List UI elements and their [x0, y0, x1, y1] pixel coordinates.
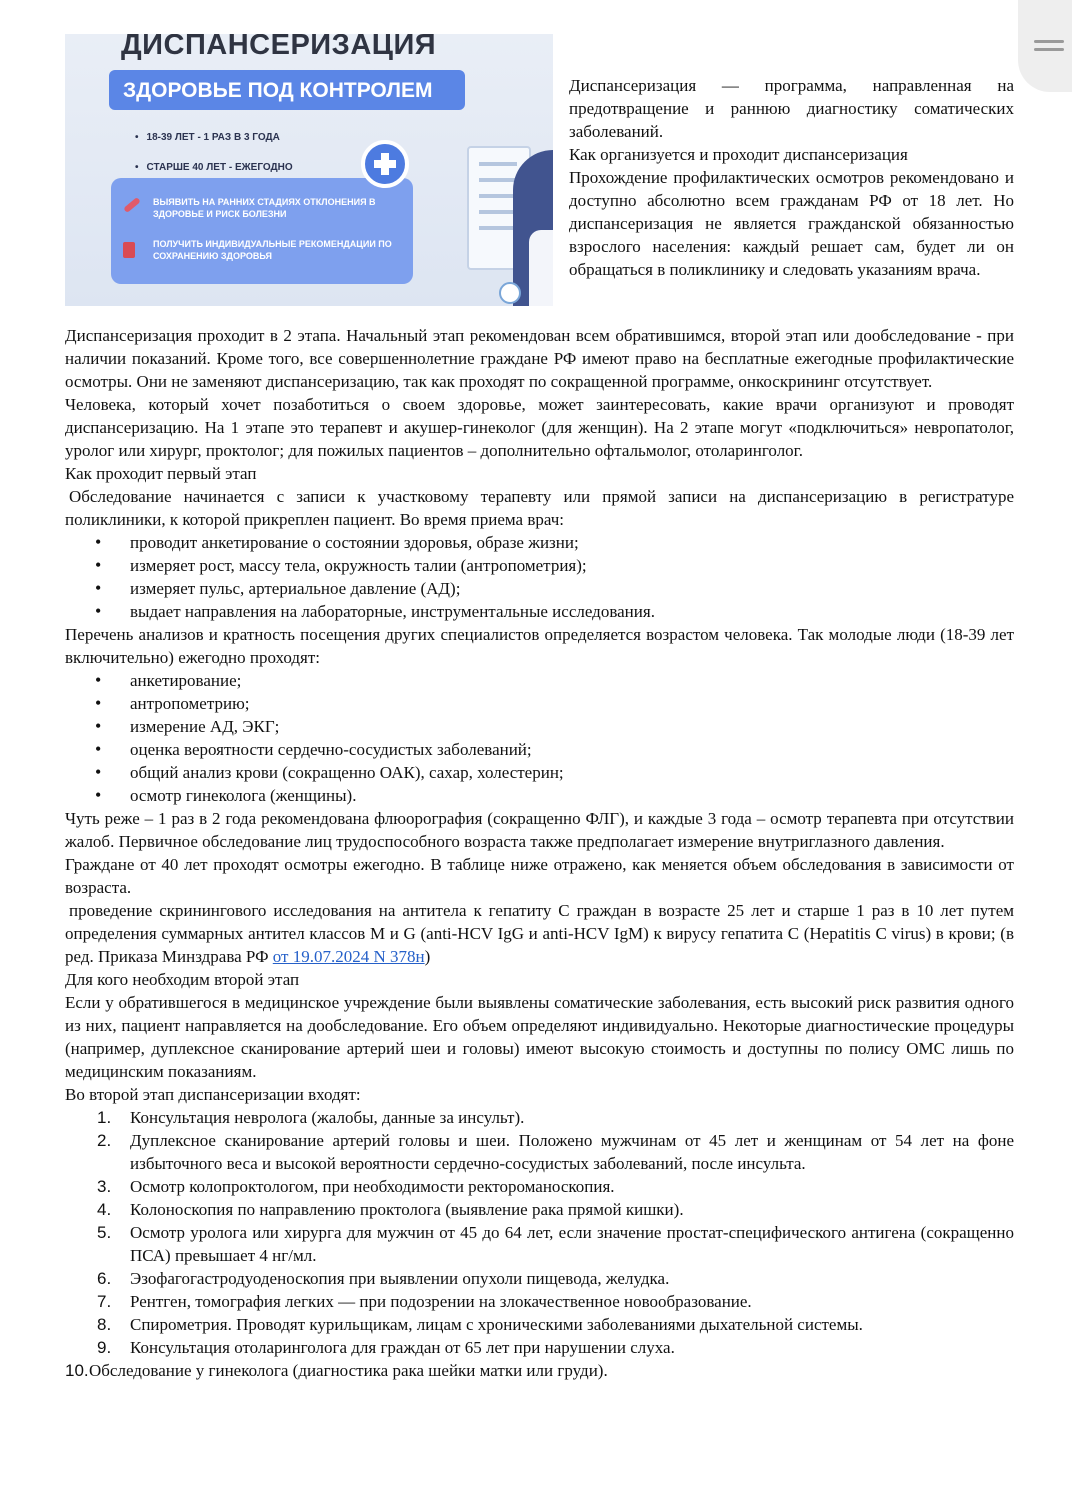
- list-text: Осмотр уролога или хирурга для мужчин от 45 до 64 лет, если значение простат-специфического антигена (сокращенно ПСА) превышает 4 нг/мл.: [130, 1223, 1014, 1265]
- list-item: • проводит анкетирование о состоянии здоровья, образе жизни;: [65, 531, 1014, 554]
- banner-title: ДИСПАНСЕРИЗАЦИЯ: [121, 34, 437, 61]
- intro-text: [569, 34, 1014, 324]
- paragraph: Перечень анализов и кратность посещения других специалистов определяется возрастом человека. Так молодые люди (18-39 лет включительно) ежегодно проходят:: [65, 625, 1014, 667]
- list-item: • измеряет рост, массу тела, окружность талии (антропометрия);: [65, 554, 1014, 577]
- list-number: 5.: [97, 1223, 112, 1242]
- list-number: 3.: [97, 1177, 112, 1196]
- paragraph: Диспансеризация проходит в 2 этапа. Начальный этап рекомендован всем обратившимся, второй этап или дообследование - при наличии показаний. Кроме того, все совершеннолетние граждане РФ имеют право на бесплатные ежегодные профилактические осмотры. Они не заменяют диспансеризацию, так как проходят по сокращенной программе, онкоскрининг отсутствует.: [65, 326, 1014, 391]
- banner-panel: [111, 178, 413, 284]
- paragraph: Прохождение профилактических осмотров рекомендовано и доступно абсолютно всем гражданам РФ от 18 лет. Но диспансеризация не является гражданской обязанностью взрослого населения: каждый решает сам, будет ли он обращаться в поликлинику и следовать указаниям врача.: [569, 168, 1014, 279]
- list-item: • измеряет пульс, артериальное давление (АД);: [65, 577, 1014, 600]
- paragraph: Человека, который хочет позаботиться о своем здоровье, может заинтересовать, какие врачи организуют и проводят диспансеризацию. На 1 этапе это терапевт и акушер-гинеколог (для женщин). На 2 этапе могут «подключиться» невропатолог, уролог или хирург, проктолог; для пожилых пациентов – дополнительно офтальмолог, отоларинголог.: [65, 395, 1014, 460]
- list-number: 8.: [97, 1315, 112, 1334]
- list-text: Осмотр колопроктологом, при необходимости ректороманоскопия.: [130, 1177, 615, 1196]
- second-stage-list: [65, 1106, 1014, 1382]
- list-item: [65, 1290, 1014, 1313]
- paragraph-text: проведение скринингового исследования на антитела к гепатиту С граждан в возрасте 25 лет и старше 1 раз в 10 лет путем определения суммарных антител классов M и G (anti-HCV IgG и anti-HCV IgM) к вирусу гепатита С (Hepatitis C virus) в крови; (в ред. Приказа Минздрава РФ: [65, 901, 1014, 966]
- menu-handle[interactable]: [1018, 0, 1072, 92]
- list-number: 7.: [97, 1292, 112, 1311]
- list-item: • оценка вероятности сердечно-сосудистых заболеваний;: [65, 738, 1014, 761]
- banner-bullets: [135, 126, 293, 186]
- banner-image: [65, 34, 553, 306]
- document-icon: [123, 242, 135, 258]
- list-item: [65, 1267, 1014, 1290]
- paragraph: Во второй этап диспансеризации входят:: [65, 1085, 361, 1104]
- list-text: Колоноскопия по направлению проктолога (выявление рака прямой кишки).: [130, 1200, 684, 1219]
- menu-line-icon: [1034, 48, 1064, 51]
- paragraph-text: ): [424, 947, 431, 966]
- list-number: 4.: [97, 1200, 112, 1219]
- young-list: [65, 669, 1014, 807]
- medical-badge-icon: [499, 282, 521, 304]
- list-item: [65, 1106, 1014, 1129]
- paragraph: Чуть реже – 1 раз в 2 года рекомендована флюорография (сокращенно ФЛГ), и каждые 3 года – осмотр терапевта при отсутствии жалоб. Первичное обследование лиц трудоспособного возраста также предполагает измерение внутриглазного давления.: [65, 809, 1014, 851]
- top-section: [65, 34, 1014, 324]
- paragraph: Обследование начинается с записи к участковому терапевту или прямой записи на диспансеризацию в регистратуре поликлиники, к которой прикреплен пациент. Во время приема врач:: [65, 487, 1014, 529]
- list-number: 9.: [97, 1338, 112, 1357]
- medical-cross-icon: [361, 140, 409, 188]
- list-item: [65, 1175, 1014, 1198]
- paragraph: Граждане от 40 лет проходят осмотры ежегодно. В таблице ниже отражено, как меняется объем обследования в зависимости от возраста.: [65, 855, 1014, 897]
- list-number: 1.: [97, 1108, 112, 1127]
- list-item: [65, 1336, 1014, 1359]
- paragraph: [65, 899, 1014, 968]
- list-item: • общий анализ крови (сокращенно ОАК), сахар, холестерин;: [65, 761, 1014, 784]
- list-item: [65, 1129, 1014, 1175]
- list-item: [65, 1313, 1014, 1336]
- list-item: • анкетирование;: [65, 669, 1014, 692]
- first-stage-list: [65, 531, 1014, 623]
- banner-item: ПОЛУЧИТЬ ИНДИВИДУАЛЬНЫЕ РЕКОМЕНДАЦИИ ПО СОХРАНЕНИЮ ЗДОРОВЬЯ: [153, 239, 392, 261]
- section-heading: Для кого необходим второй этап: [65, 970, 300, 989]
- pill-icon: [123, 197, 141, 213]
- list-text: Эзофагогастродуоденоскопия при выявлении опухоли пищевода, желудка.: [130, 1269, 670, 1288]
- paragraph: Диспансеризация — программа, направленная на предотвращение и раннюю диагностику соматических заболеваний.: [569, 76, 1014, 141]
- list-text: Рентген, томография легких — при подозрении на злокачественное новообразование.: [130, 1292, 752, 1311]
- section-heading: Как проходит первый этап: [65, 464, 257, 483]
- banner-subtitle: ЗДОРОВЬЕ ПОД КОНТРОЛЕМ: [109, 70, 465, 110]
- list-item: • измерение АД, ЭКГ;: [65, 715, 1014, 738]
- list-item: [65, 1198, 1014, 1221]
- banner-bullet: • СТАРШЕ 40 ЛЕТ - ЕЖЕГОДНО: [135, 156, 293, 179]
- list-text: Консультация отоларинголога для граждан от 65 лет при нарушении слуха.: [130, 1338, 675, 1357]
- document-page: [65, 34, 1014, 1382]
- list-number: 6.: [97, 1269, 112, 1288]
- menu-line-icon: [1034, 40, 1064, 43]
- list-text: Дуплексное сканирование артерий головы и шеи. Положено мужчинам от 45 лет и женщинам от 54 лет на фоне избыточного веса и высокой вероятности сердечно-сосудистых заболеваний, после инсульта.: [130, 1131, 1014, 1173]
- list-text: Обследование у гинеколога (диагностика рака шейки матки или груди).: [89, 1361, 608, 1380]
- banner-item: ВЫЯВИТЬ НА РАННИХ СТАДИЯХ ОТКЛОНЕНИЯ В ЗДОРОВЬЕ И РИСК БОЛЕЗНИ: [153, 197, 376, 219]
- list-text: Консультация невролога (жалобы, данные за инсульт).: [130, 1108, 525, 1127]
- section-heading: Как организуется и проходит диспансеризация: [569, 145, 908, 164]
- list-number: 2.: [97, 1131, 112, 1150]
- list-item: [65, 1359, 1014, 1382]
- list-text: Спирометрия. Проводят курильщикам, лицам с хроническими заболеваниями дыхательной системы.: [130, 1315, 863, 1334]
- list-item: • антропометрию;: [65, 692, 1014, 715]
- order-link[interactable]: от 19.07.2024 N 378н: [272, 947, 425, 966]
- list-item: • выдает направления на лабораторные, инструментальные исследования.: [65, 600, 1014, 623]
- list-number: 10.: [65, 1361, 89, 1380]
- doctor-coat-illustration: [529, 230, 553, 306]
- list-item: • осмотр гинеколога (женщины).: [65, 784, 1014, 807]
- banner-bullet: • 18-39 ЛЕТ - 1 РАЗ В 3 ГОДА: [135, 126, 293, 149]
- paragraph: Если у обратившегося в медицинское учреждение были выявлены соматические заболевания, есть высокий риск развития одного из них, пациент направляется на дообследование. Его объем определяют индивидуально. Некоторые диагностические процедуры (например, дуплексное сканирование артерий шеи и головы) имеют высокую стоимость и доступны по полису ОМС лишь по медицинским показаниям.: [65, 993, 1014, 1081]
- list-item: [65, 1221, 1014, 1267]
